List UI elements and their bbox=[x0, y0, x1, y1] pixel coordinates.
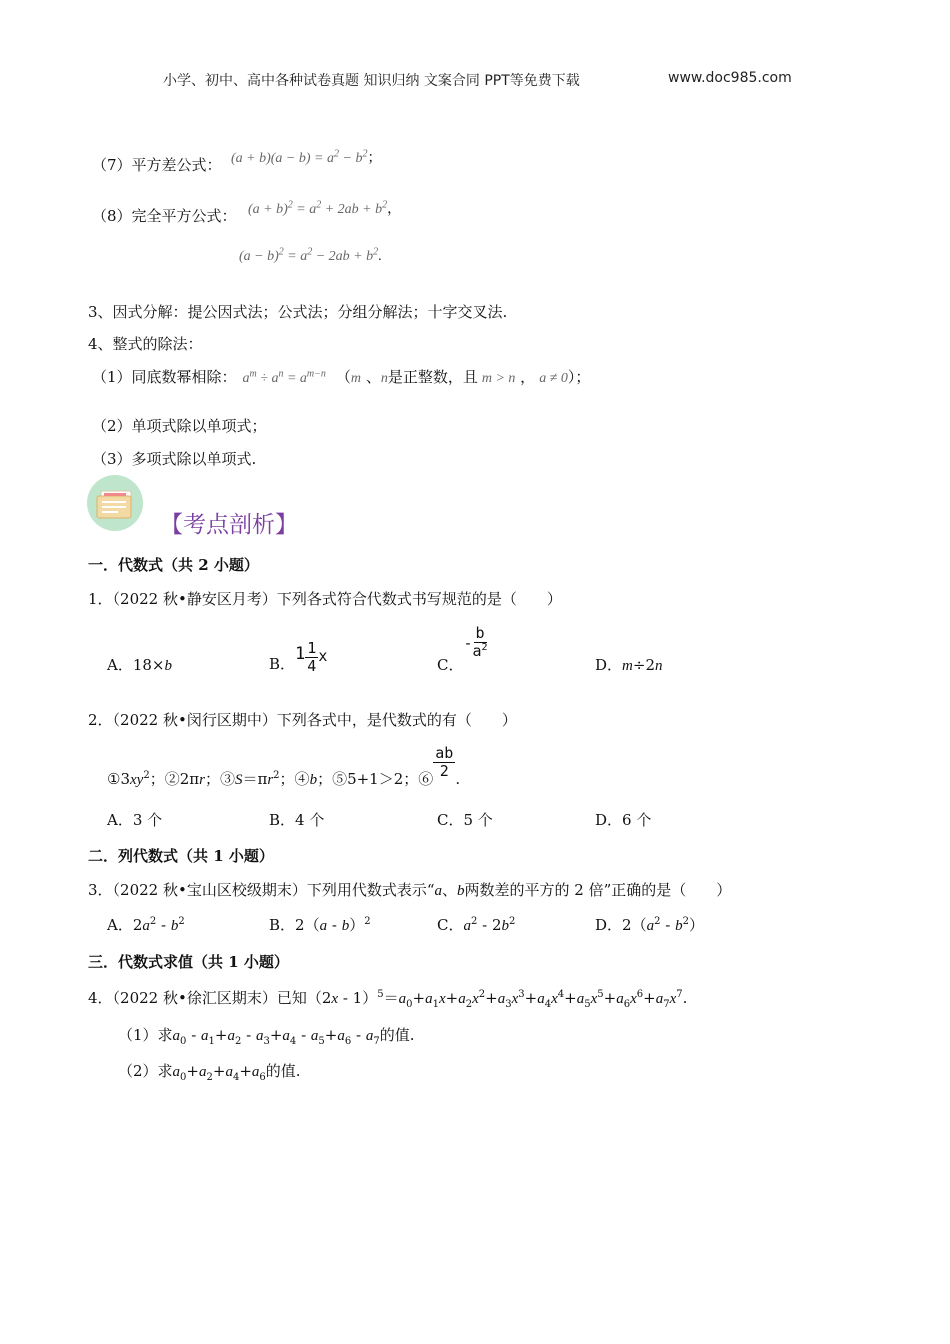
q1-option-a[interactable]: A．18×b bbox=[107, 656, 172, 674]
part2-heading: 二．列代数式（共 1 小题） bbox=[88, 847, 274, 865]
q2-option-b[interactable]: B．4 个 bbox=[269, 811, 325, 829]
difference-of-squares-formula: $(a + b)(a - b) = a^2 - b^2$； bbox=[231, 148, 382, 166]
q1-option-c[interactable]: C．- $\frac{b}{a^2}$ bbox=[437, 624, 488, 674]
q1-option-b[interactable]: B．1 $\frac{1}{4}$ x bbox=[269, 639, 328, 675]
section-title: 【考点剖析】 bbox=[160, 512, 298, 538]
point-4-3: （3）多项式除以单项式. bbox=[92, 450, 257, 468]
point-3: 3、因式分解：提公因式法；公式法；分组分解法；十字交叉法. bbox=[88, 303, 508, 321]
q3-option-c[interactable]: C．$a^2 - 2b^2$ bbox=[437, 916, 516, 934]
q1-stem: 1．（2022 秋•静安区月考）下列各式符合代数式书写规范的是（ ） bbox=[88, 590, 562, 608]
q4-stem: 4．（2022 秋•徐汇区期末）已知$(2x - 1)^5=a_0+a_1x+a_2x^2+a_3x^3+a_4x^4+a_5x^5+a_6x^6+a_7x^7$. bbox=[88, 989, 688, 1010]
q2-expressions: $①3xy^2$；②2πr；$③S=\pi r^2$；④b；⑤5+1＞2；⑥ $\frac{ab}{2}$ . bbox=[107, 744, 461, 788]
q4-sub1: （1）求$a_0 - a_1+a_2 - a_3+a_4 - a_5+a_6 - a_7$的值. bbox=[118, 1026, 415, 1047]
point-4: 4、整式的除法： bbox=[88, 335, 203, 353]
header-site-link[interactable]: www.doc985.com bbox=[668, 70, 792, 86]
header-text: 小学、初中、高中各种试卷真题 知识归纳 文案合同 PPT等免费下载 bbox=[163, 73, 580, 89]
q3-option-d[interactable]: D．$2(a^2 - b^2)$ bbox=[595, 916, 704, 934]
point-4-1: （1）同底数幂相除： $a^m \div a^n = a^{m-n}$ （m 、n是正整数，且 m > n ， a ≠ 0）； bbox=[92, 368, 591, 386]
q2-stem: 2．（2022 秋•闵行区期中）下列各式中，是代数式的有（ ） bbox=[88, 711, 517, 729]
item7-label: （7）平方差公式： bbox=[92, 156, 222, 174]
folder-icon bbox=[86, 474, 144, 532]
q1-option-d[interactable]: D．m÷2n bbox=[595, 656, 663, 674]
q3-stem: 3．（2022 秋•宝山区校级期末）下列用代数式表示“a、b两数差的平方的 2 倍”正确的是（ ） bbox=[88, 881, 732, 899]
point-4-1-label: （1）同底数幂相除： bbox=[92, 368, 237, 386]
item8-label: （8）完全平方公式： bbox=[92, 207, 237, 225]
point-4-2: （2）单项式除以单项式； bbox=[92, 417, 267, 435]
part1-heading: 一．代数式（共 2 小题） bbox=[88, 556, 259, 574]
q4-sub2: （2）求$a_0+a_2+a_4+a_6$的值. bbox=[118, 1062, 301, 1083]
q3-option-b[interactable]: B．2（a - b）$^2$ bbox=[269, 916, 371, 934]
q3-option-a[interactable]: A．$2a^2 - b^2$ bbox=[107, 916, 185, 934]
perfect-square-plus-formula: $(a + b)^2 = a^2 + 2ab + b^2$， bbox=[248, 199, 402, 217]
q2-option-c[interactable]: C．5 个 bbox=[437, 811, 493, 829]
part3-heading: 三．代数式求值（共 1 小题） bbox=[88, 953, 289, 971]
q2-option-a[interactable]: A．3 个 bbox=[107, 811, 163, 829]
q2-option-d[interactable]: D．6 个 bbox=[595, 811, 652, 829]
perfect-square-minus-formula: $(a - b)^2 = a^2 - 2ab + b^2$. bbox=[239, 246, 382, 264]
